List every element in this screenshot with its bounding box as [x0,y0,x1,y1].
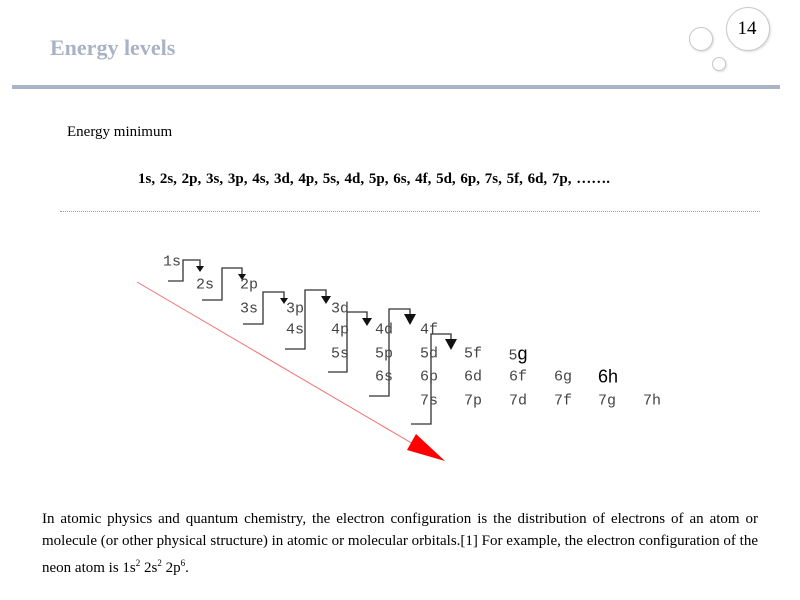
orbital-3p: 3p [285,300,305,318]
orbital-7f: 7f [553,392,573,410]
orbital-4f: 4f [419,321,439,339]
orbital-5p: 5p [374,345,394,363]
orbital-6h: 6h [597,366,619,387]
subtitle: Energy minimum [67,124,173,140]
connector-arrowheads [196,266,457,350]
orbital-5s: 5s [330,345,350,363]
orbital-6g: 6g [553,368,573,386]
orbital-5g: 5g [508,343,528,365]
description-paragraph [42,508,758,579]
orbital-7h: 7h [642,392,662,410]
orbital-5d: 5d [419,345,439,363]
orbital-6s: 6s [374,368,394,386]
arrowhead-icon [445,339,457,350]
config-1s: 1s [122,560,136,576]
exp-2s: 2 [157,558,162,568]
paragraph-end: . [185,560,189,576]
orbital-1s: 1s [162,253,182,271]
orbital-7g: 7g [597,392,617,410]
arrowhead-icon [196,266,204,272]
orbital-6d: 6d [463,368,483,386]
energy-arrowhead-icon [407,434,445,461]
orbital-7s: 7s [419,392,439,410]
orbital-6f: 6f [508,368,528,386]
arrowhead-icon [404,314,416,325]
energy-arrow-line [137,282,420,448]
orbital-6p: 6p [419,368,439,386]
paragraph-text: In atomic physics and quantum chemistry, the electron configuration is the distribution of electrons of an atom or molecule (or other physical structure) in atomic or molecular orbitals.[1] For example, the electron configuration of the neon atom is [42,511,758,576]
arrowhead-icon [321,296,331,304]
orbital-4d: 4d [374,321,394,339]
orbital-3s: 3s [239,300,259,318]
orbital-2s: 2s [195,276,215,294]
orbital-4s: 4s [285,321,305,339]
config-2p: 2p [165,560,181,576]
config-2s: 2s [144,560,158,576]
page-number: 14 [737,18,757,39]
orbital-2p: 2p [239,276,259,294]
orbital-7p: 7p [463,392,483,410]
orbital-3d: 3d [330,300,350,318]
orbital-sequence: 1s, 2s, 2p, 3s, 3p, 4s, 3d, 4p, 5s, 4d, 5p, 6s, 4f, 5d, 6p, 7s, 5f, 6d, 7p, ……. [138,171,611,187]
orbital-7d: 7d [508,392,528,410]
slide-title: Energy levels [50,35,176,60]
arrowhead-icon [362,318,372,326]
exp-2p: 6 [180,558,186,568]
exp-1s: 2 [135,558,141,568]
orbital-4p: 4p [330,321,350,339]
orbital-5f: 5f [463,345,483,363]
